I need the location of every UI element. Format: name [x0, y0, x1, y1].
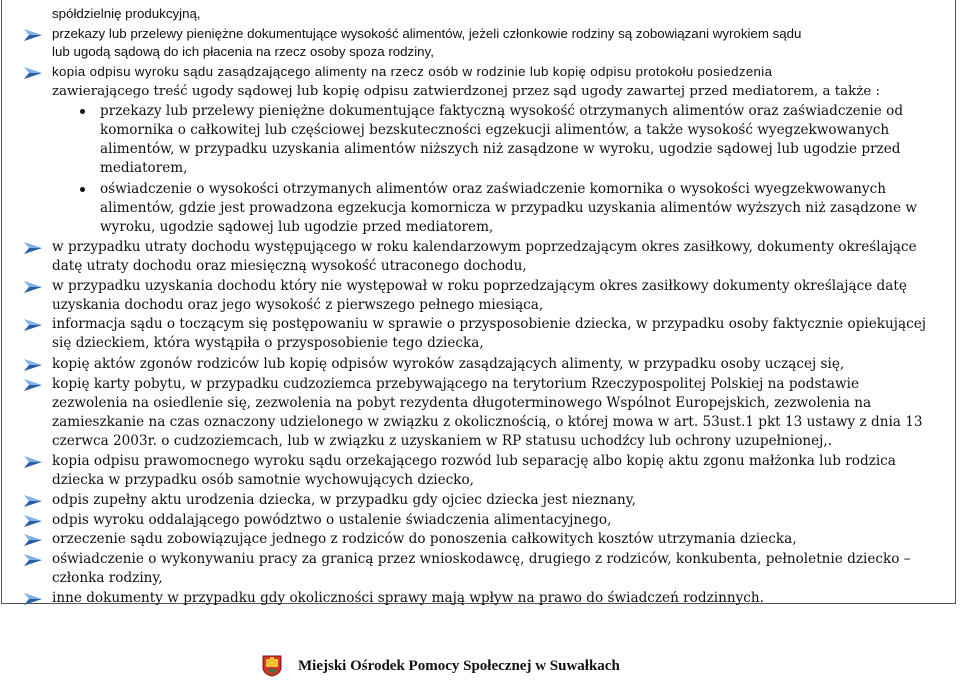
text-line: informacja sądu o toczącym się postępowaniu w sprawie o przysposobienie dziecka, w przypadku osoby faktycznie opiekującej [52, 316, 926, 332]
text-line: kopia odpisu wyroku sądu zasądzającego alimenty na rzecz osób w rodzinie lub kopię odpisu protokołu posiedzenia [52, 64, 773, 79]
arrow-bullet-icon [24, 281, 42, 293]
text-line: inne dokumenty w przypadku gdy okoliczności sprawy mają wpływ na prawo do świadczeń rodzinnych. [52, 590, 764, 606]
text-line: zawierającego treść ugody sądowej lub kopię odpisu zatwierdzonej przez sąd ugody zawartej przed mediatorem, a także : [52, 84, 881, 99]
text-line: kopię karty pobytu, w przypadku cudzoziemca przebywającego na terytorium Rzeczypospolitej Polskiej na podstawie [52, 376, 860, 392]
arrow-bullet-icon [24, 29, 42, 41]
footer [262, 654, 620, 678]
text-line: alimentów, w przypadku uzyskania alimentów niższych niż zasądzone w wyroku, ugodzie sądowej lub ugodzie przed [100, 141, 901, 157]
round-bullet-icon [80, 109, 85, 114]
text-line: członka rodziny, [52, 570, 163, 586]
text-line: odpis zupełny aktu urodzenia dziecka, w przypadku gdy ojciec dziecka jest nieznany, [52, 492, 636, 508]
text-line: oświadczenie o wykonywaniu pracy za granicą przez wnioskodawcę, drugiego z rodziców, konkubenta, pełnoletnie dziecko – [52, 551, 911, 567]
arrow-bullet-icon [24, 593, 42, 605]
text-line: przekazy lub przelewy pieniężne dokumentujące faktyczną wysokość otrzymanych alimentów oraz zaświadczenie od [100, 103, 904, 119]
arrow-bullet-icon [24, 495, 42, 507]
text-line: zamieszkanie na czas oznaczony udzielonego w związku z okolicznością, o której mowa w art. 53ust.1 pkt 13 ustawy z dnia 13 [52, 414, 923, 430]
text-line: w przypadku uzyskania dochodu który nie występował w roku poprzedzającym okres zasiłkowy dokumenty określające datę [52, 278, 907, 294]
city-crest-logo [262, 655, 282, 677]
text-line: wyroku, ugodzie sądowej lub ugodzie przed mediatorem, [100, 219, 494, 235]
text-line: w przypadku utraty dochodu występującego w roku kalendarzowym poprzedzającym okres zasiłkowy, dokumenty określające [52, 239, 917, 255]
arrow-bullet-icon [24, 379, 42, 391]
text-line: datę utraty dochodu oraz miesięczną wysokość utraconego dochodu, [52, 258, 527, 274]
round-bullet-icon [80, 187, 85, 192]
arrow-bullet-icon [24, 554, 42, 566]
text-line: kopię aktów zgonów rodziców lub kopię odpisów wyroków zasądzających alimenty, w przypadku osoby uczącej się, [52, 356, 845, 372]
arrow-bullet-icon [24, 319, 42, 331]
arrow-bullet-icon [24, 534, 42, 546]
arrow-bullet-icon [24, 67, 42, 79]
text-line: czerwca 2003r. o cudzoziemcach, lub w związku z uzyskaniem w RP statusu uchodźcy lub ochrony uzupełnionej,. [52, 433, 833, 449]
text-line: mediatorem, [100, 160, 188, 176]
text-line: spółdzielnię produkcyjną, [52, 6, 201, 21]
text-line: dziecka w przypadku osób samotnie wychowujących dziecko, [52, 472, 474, 488]
arrow-bullet-icon [24, 359, 42, 371]
text-line: zezwolenia na osiedlenie się, zezwolenia na pobyt rezydenta długoterminowego Wspólnot Europejskich, zezwolenia na [52, 395, 872, 411]
text-line: kopia odpisu prawomocnego wyroku sądu orzekającego rozwód lub separację albo kopię aktu zgonu małżonka lub rodzica [52, 453, 896, 469]
arrow-bullet-icon [24, 456, 42, 468]
text-line: komornika o całkowitej lub częściowej bezskuteczności egzekucji alimentów, a także wysokość wyegzekwowanych [100, 122, 890, 138]
text-line: oświadczenie o wysokości otrzymanych alimentów oraz zaświadczenie komornika o wysokości wyegzekwowanych [100, 181, 886, 197]
text-line: orzeczenie sądu zobowiązujące jednego z rodziców do ponoszenia całkowitych kosztów utrzymania dziecka, [52, 531, 797, 547]
footer-title: Miejski Ośrodek Pomocy Społecznej w Suwałkach [298, 657, 620, 674]
arrow-bullet-icon [24, 515, 42, 527]
text-line: lub ugodą sądową do ich płacenia na rzecz osoby spoza rodziny, [52, 44, 434, 59]
text-line: alimentów, gdzie jest prowadzona egzekucja komornicza w przypadku uzyskania alimentów wyższych niż zasądzone w [100, 200, 918, 216]
text-line: przekazy lub przelewy pieniężne dokumentujące wysokość alimentów, jeżeli członkowie rodziny są zobowiązani wyrokiem sądu [52, 26, 802, 41]
arrow-bullet-icon [24, 242, 42, 254]
text-line: uzyskania dochodu oraz jego wysokość z pierwszego pełnego miesiąca, [52, 297, 544, 313]
text-line: się dzieckiem, która wystąpiła o przysposobienie tego dziecka, [52, 335, 484, 351]
text-line: odpis wyroku oddalającego powództwo o ustalenie świadczenia alimentacyjnego, [52, 512, 612, 528]
